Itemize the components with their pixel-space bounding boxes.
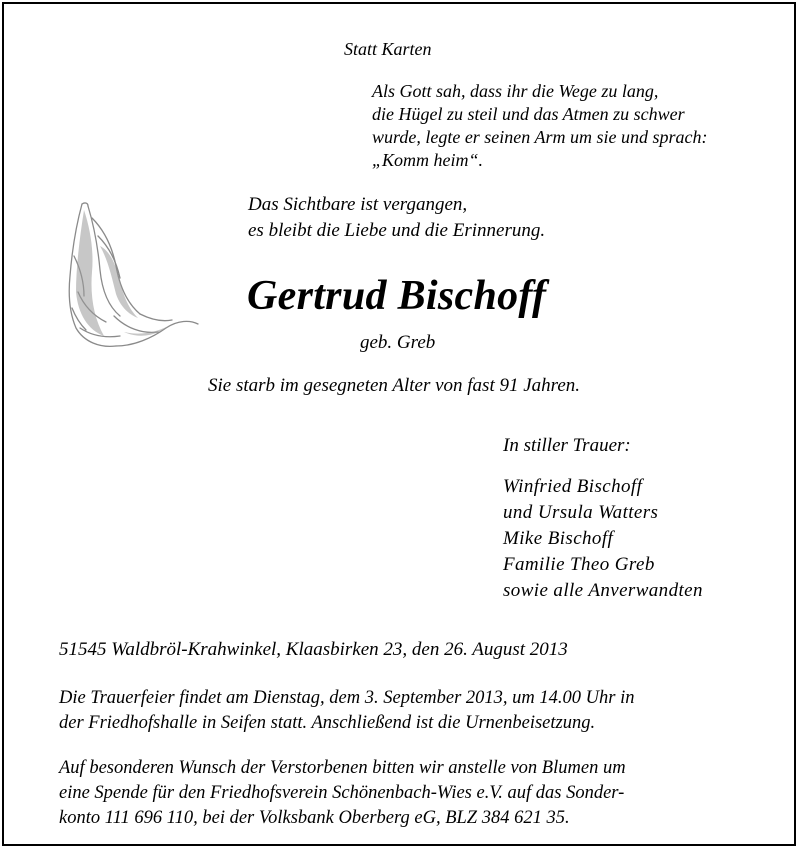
poem-line: die Hügel zu steil und das Atmen zu schwer — [372, 104, 685, 124]
obituary-notice — [2, 2, 796, 846]
donation-line: eine Spende für den Friedhofsverein Schönenbach-Wies e.V. auf das Sonder- — [59, 783, 625, 803]
poem-line: wurde, legte er seinen Arm um sie und sprach: — [372, 127, 708, 147]
mourning-heading: In stiller Trauer: — [503, 435, 631, 456]
age-statement: Sie starb im gesegneten Alter von fast 91 Jahren. — [208, 375, 581, 396]
poem-line: „Komm heim“. — [372, 150, 484, 170]
maiden-name: geb. Greb — [360, 332, 436, 353]
funeral-line: Die Trauerfeier findet am Dienstag, dem 3. September 2013, um 14.00 Uhr in — [59, 688, 635, 708]
mourner-line: Familie Theo Greb — [503, 554, 655, 575]
funeral-line: der Friedhofshalle in Seifen statt. Anschließend ist die Urnenbeisetzung. — [59, 713, 596, 733]
header-statt-karten: Statt Karten — [344, 39, 432, 59]
mourner-line: Mike Bischoff — [503, 528, 614, 549]
donation-line: konto 111 696 110, bei der Volksbank Oberberg eG, BLZ 384 621 35. — [59, 808, 570, 828]
donation-info — [59, 756, 626, 831]
mourners-list — [503, 474, 703, 604]
quote — [248, 192, 545, 244]
poem-line: Als Gott sah, dass ihr die Wege zu lang, — [372, 81, 659, 101]
quote-line: es bleibt die Liebe und die Erinnerung. — [248, 220, 546, 241]
place-and-date: 51545 Waldbröl-Krahwinkel, Klaasbirken 23, den 26. August 2013 — [59, 639, 568, 660]
mourner-line: Winfried Bischoff — [503, 476, 643, 497]
praying-hands-icon — [54, 196, 204, 366]
mourner-line: und Ursula Watters — [503, 502, 659, 523]
mourner-line: sowie alle Anverwandten — [503, 580, 703, 601]
deceased-name: Gertrud Bischoff — [247, 273, 547, 319]
donation-line: Auf besonderen Wunsch der Verstorbenen bitten wir anstelle von Blumen um — [59, 758, 626, 778]
quote-line: Das Sichtbare ist vergangen, — [248, 194, 468, 215]
poem — [372, 80, 707, 172]
funeral-info — [59, 686, 635, 736]
